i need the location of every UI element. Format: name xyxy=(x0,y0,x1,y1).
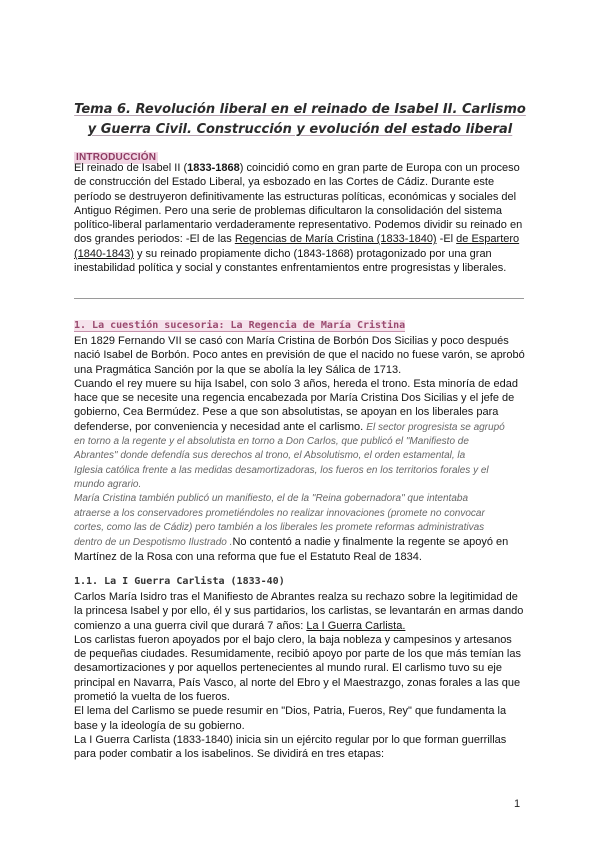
section-1-1-line: El lema del Carlismo se puede resumir en "Dios, Patria, Fueros, Rey" que fundamenta la xyxy=(74,705,507,718)
section-1-line: Cuando el rey muere su hija Isabel, con solo 3 años, hereda el trono. Esta minoría de edad xyxy=(74,377,518,390)
section-1-1-line: Los carlistas fueron apoyados por el bajo clero, la baja nobleza y campesinos y artesanos xyxy=(74,633,512,646)
section-1-1-line: principal en Navarra, País Vasco, al norte del Ebro y el Maestrazgo, zonas forales a las que xyxy=(74,676,521,689)
section-1-italic-line: Abrantes" donde defendía sus derechos al trono, el Absolutismo, el orden estamental, la xyxy=(74,450,466,462)
section-1-1-line: comienzo a una guerra civil que durará 7 años: La I Guerra Carlista. xyxy=(74,619,406,632)
section-1-line: hace que se necesite una regencia encabezada por María Cristina Dos Sicilias y el jefe de xyxy=(74,392,515,405)
section-1-line: gobierno, Cea Bermúdez. Pese a que son absolutistas, se apoyan en los liberales para xyxy=(74,406,499,419)
section-1-1-line: desamortizaciones y por aquellos pertenecientes al mundo rural. El carlismo tuvo su eje xyxy=(74,662,502,675)
document-title xyxy=(60,100,540,140)
intro-line: de construcción del Estado Liberal, ya esbozado en las Cortes de Cádiz. Durante este xyxy=(74,176,495,189)
espartero-link: de Espartero xyxy=(456,233,520,246)
intro-line: inestabilidad política y social y constantes enfrentamientos entre progresistas y liberales. xyxy=(74,262,507,275)
intro-line: político-liberal parlamentario verdaderamente representativo. Podemos dividir su reinado en xyxy=(74,219,523,232)
section-1-1-line: base y la ideología de su gobierno. xyxy=(74,719,245,732)
section-1-italic-line: María Cristina también publicó un manifiesto, el de la "Reina gobernadora" que intentaba xyxy=(74,493,469,505)
regencias-link: Regencias de María Cristina (1833-1840) xyxy=(234,233,437,246)
section-1-heading: 1. La cuestión sucesoria: La Regencia de María Cristina xyxy=(74,320,406,331)
section-1-line: Martínez de la Rosa con una reforma que fue el Estatuto Real de 1834. xyxy=(74,551,422,564)
section-1-1-line: para poder combatir a los isabelinos. Se dividirá en tres etapas: xyxy=(74,748,385,761)
section-1-italic-line: cortes, como las de Cádiz) pero también a los liberales les promete reformas administrativas xyxy=(74,521,485,533)
section-1-1-paragraph xyxy=(74,590,534,762)
section-1-italic-line: Iglesia católica frente a las medidas desamortizadoras, los fueros en los territorios forales y el xyxy=(74,464,489,476)
section-1-line: defenderse, por conveniencia y necesidad ante el carlismo. El sector progresista se agrupó xyxy=(74,420,505,433)
section-1-line: En 1829 Fernando VII se casó con María Cristina de Borbón Dos Sicilias y poco después xyxy=(74,335,509,347)
intro-heading: INTRODUCCIÓN xyxy=(76,152,157,163)
section-1-1-heading: 1.1. La I Guerra Carlista (1833-40) xyxy=(74,576,285,587)
title-line-2: y Guerra Civil. Construcción y evolución del estado liberal xyxy=(87,122,513,137)
section-1-1-line: Carlos María Isidro tras el Manifiesto de Abrantes realza su rechazo sobre la legitimidad de xyxy=(74,591,518,603)
section-1-1-line: prometió la vuelta de los fueros. xyxy=(74,691,230,704)
section-1-italic-line: atraerse a los conservadores prometiéndoles no realizar innovaciones (promete no convocar xyxy=(74,507,485,519)
intro-line: (1840-1843) y su reinado propiamente dicho (1843-1868) protagonizado por una gran xyxy=(74,247,492,260)
section-1-1-line: la princesa Isabel y por ello, él y sus partidarios, los carlistas, se levantarán en armas dando xyxy=(74,605,524,618)
intro-line: dos grandes periodos: -El de las Regencias de María Cristina (1833-1840) -El de Espartero xyxy=(74,233,520,246)
intro-line: Antiguo Régimen. Pero una serie de problemas dificultaron la consolidación del sistema xyxy=(74,204,503,217)
divider xyxy=(74,298,524,299)
section-1-1-line: de pequeñas ciudades. Resumidamente, recibió apoyo por parte de los que más temían las xyxy=(74,648,521,661)
intro-line: El reinado de Isabel II (1833-1868) coincidió como en gran parte de Europa con un proceso xyxy=(74,162,520,174)
section-1-1-line: La I Guerra Carlista (1833-1840) inicia sin un ejército regular por lo que forman guerrillas xyxy=(74,733,507,746)
intro-paragraph xyxy=(74,161,534,275)
section-1-line: una Pragmática Sanción por la que se abolía la ley Sálica de 1713. xyxy=(74,363,402,376)
section-1-line: dentro de un Despotismo Ilustrado .No contentó a nadie y finalmente la regente se apoyó en xyxy=(74,536,509,549)
section-1-italic-line: mundo agrario. xyxy=(74,478,142,490)
intro-line: período se destruyeron definitivamente las estructuras políticas, económicas y sociales del xyxy=(74,190,517,203)
section-1-line: nació Isabel de Borbón. Poco antes en previsión de que el nacido no fuese varón, se aprobó xyxy=(74,349,525,362)
page-number: 1 xyxy=(514,798,521,810)
title-line-1: Tema 6. Revolución liberal en el reinado de Isabel II. Carlismo xyxy=(74,102,526,117)
guerra-carlista-link: La I Guerra Carlista. xyxy=(306,619,406,632)
section-1-paragraph xyxy=(74,334,534,565)
section-1-italic-line: en torno a la regente y el absolutista en torno a Don Carlos, que publicó el "Manifiesto de xyxy=(74,436,469,448)
